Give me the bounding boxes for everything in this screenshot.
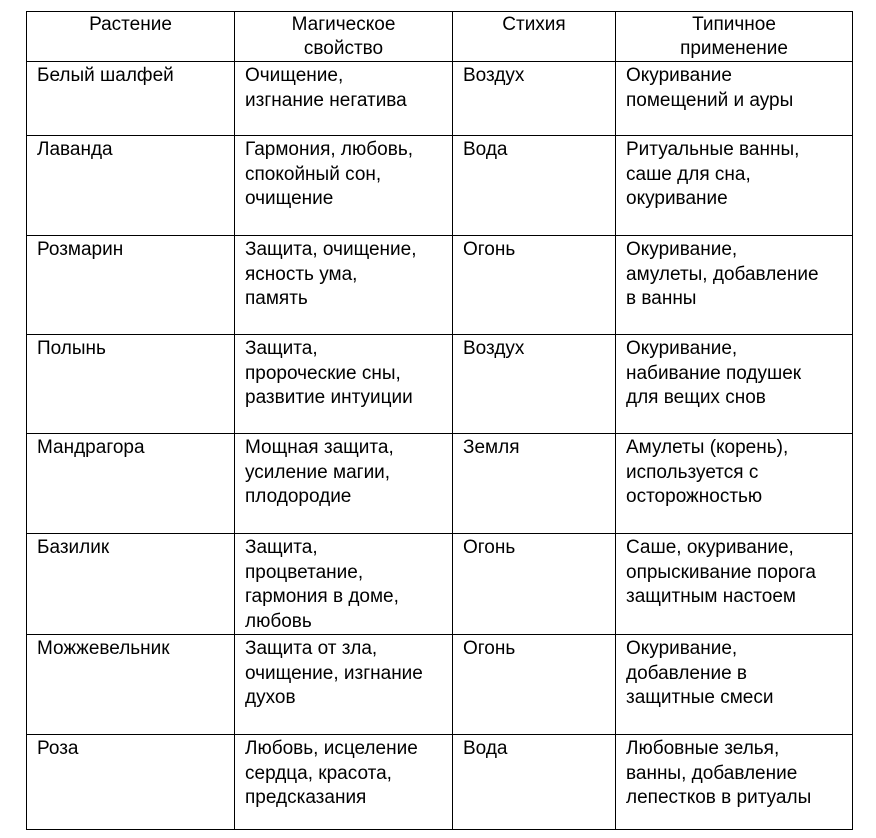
element-line: Огонь xyxy=(463,638,516,659)
plant-line: Полынь xyxy=(37,338,106,359)
plant-line: Роза xyxy=(37,738,79,759)
usage-line: окуривание xyxy=(626,188,728,209)
property-line: очищение xyxy=(245,188,334,209)
property-cell xyxy=(235,236,453,335)
plant-cell xyxy=(27,434,235,534)
property-cell xyxy=(235,335,453,434)
plant-cell xyxy=(27,335,235,434)
property-cell xyxy=(235,534,453,635)
element-cell xyxy=(453,434,616,534)
usage-line: опрыскивание порога xyxy=(626,561,816,583)
element-cell xyxy=(453,62,616,136)
header-cell-element xyxy=(453,12,616,62)
property-cell xyxy=(235,136,453,236)
usage-line: лепестков в ритуалы xyxy=(626,787,812,808)
usage-line: Окуривание, xyxy=(626,638,738,659)
usage-line: саше для сна, xyxy=(626,163,751,185)
element-line: Воздух xyxy=(463,65,525,86)
property-line: память xyxy=(245,288,308,309)
usage-cell xyxy=(616,335,853,434)
property-line: Гармония, любовь, xyxy=(245,139,413,160)
property-cell xyxy=(235,62,453,136)
element-line: Вода xyxy=(463,139,508,160)
usage-cell xyxy=(616,136,853,236)
plant-line: Можжевельник xyxy=(37,638,170,659)
header-cell-plant xyxy=(27,12,235,62)
header-line: Стихия xyxy=(502,14,566,35)
property-line: усиление магии, xyxy=(245,461,391,483)
property-line: Защита, очищение, xyxy=(245,239,417,260)
element-line: Огонь xyxy=(463,537,516,558)
header-cell-usage xyxy=(616,12,853,62)
usage-line: для вещих снов xyxy=(626,387,766,408)
property-line: предсказания xyxy=(245,787,367,808)
usage-cell xyxy=(616,236,853,335)
property-line: Защита от зла, xyxy=(245,638,378,659)
usage-cell xyxy=(616,534,853,635)
plant-cell xyxy=(27,534,235,635)
usage-line: в ванны xyxy=(626,288,697,309)
plant-cell xyxy=(27,236,235,335)
usage-line: Окуривание, xyxy=(626,239,738,260)
usage-cell xyxy=(616,635,853,735)
header-line: Магическое xyxy=(291,14,396,35)
plant-cell xyxy=(27,735,235,830)
header-line: свойство xyxy=(303,38,384,59)
header-row xyxy=(27,12,853,62)
table-row xyxy=(27,335,853,434)
property-line: спокойный сон, xyxy=(245,163,382,185)
property-line: сердца, красота, xyxy=(245,762,392,784)
header-line: Типичное xyxy=(692,14,776,35)
property-cell xyxy=(235,735,453,830)
element-cell xyxy=(453,335,616,434)
usage-cell xyxy=(616,434,853,534)
usage-line: Окуривание, xyxy=(626,338,738,359)
plant-line: Розмарин xyxy=(37,239,124,260)
table-row xyxy=(27,735,853,830)
element-cell xyxy=(453,136,616,236)
usage-line: осторожностью xyxy=(626,486,763,507)
plant-line: Лаванда xyxy=(37,139,113,160)
herbs-table xyxy=(26,11,853,830)
usage-line: ванны, добавление xyxy=(626,762,798,784)
property-cell xyxy=(235,434,453,534)
property-line: очищение, изгнание xyxy=(245,662,423,684)
plant-cell xyxy=(27,62,235,136)
table-row xyxy=(27,62,853,136)
header-cell-property xyxy=(235,12,453,62)
property-line: Защита, xyxy=(245,537,318,558)
property-line: плодородие xyxy=(245,486,352,507)
usage-line: Окуривание xyxy=(626,65,732,86)
usage-line: Любовные зелья, xyxy=(626,738,780,759)
plant-cell xyxy=(27,635,235,735)
usage-line: защитные смеси xyxy=(626,687,774,708)
plant-line: Белый шалфей xyxy=(37,65,174,86)
property-line: гармония в доме, xyxy=(245,586,399,607)
usage-line: Саше, окуривание, xyxy=(626,537,794,558)
usage-line: Ритуальные ванны, xyxy=(626,139,800,160)
property-line: любовь xyxy=(245,610,312,632)
usage-line: добавление в xyxy=(626,662,748,684)
element-line: Воздух xyxy=(463,338,525,359)
usage-line: Амулеты (корень), xyxy=(626,437,789,458)
property-line: ясность ума, xyxy=(245,263,358,285)
element-cell xyxy=(453,236,616,335)
header-line: применение xyxy=(680,38,788,59)
element-line: Земля xyxy=(463,437,520,458)
usage-cell xyxy=(616,735,853,830)
property-line: изгнание негатива xyxy=(245,89,407,111)
table-row xyxy=(27,136,853,236)
header-line: Растение xyxy=(89,14,172,35)
usage-line: набивание подушек xyxy=(626,362,802,384)
property-line: Мощная защита, xyxy=(245,437,394,458)
plant-line: Мандрагора xyxy=(37,437,145,458)
usage-line: амулеты, добавление xyxy=(626,263,819,285)
element-cell xyxy=(453,534,616,635)
plant-line: Базилик xyxy=(37,537,110,558)
element-cell xyxy=(453,735,616,830)
usage-line: используется с xyxy=(626,461,759,483)
usage-line: защитным настоем xyxy=(626,586,796,607)
element-line: Огонь xyxy=(463,239,516,260)
element-cell xyxy=(453,635,616,735)
table-row xyxy=(27,434,853,534)
table-row xyxy=(27,635,853,735)
plant-cell xyxy=(27,136,235,236)
element-line: Вода xyxy=(463,738,508,759)
property-line: Любовь, исцеление xyxy=(245,738,418,759)
usage-cell xyxy=(616,62,853,136)
property-line: Защита, xyxy=(245,338,318,359)
table-row xyxy=(27,534,853,635)
property-line: процветание, xyxy=(245,561,364,583)
property-cell xyxy=(235,635,453,735)
property-line: развитие интуиции xyxy=(245,387,413,408)
usage-line: помещений и ауры xyxy=(626,89,794,111)
property-line: духов xyxy=(245,687,296,708)
table-row xyxy=(27,236,853,335)
property-line: Очищение, xyxy=(245,65,344,86)
property-line: пророческие сны, xyxy=(245,362,401,384)
